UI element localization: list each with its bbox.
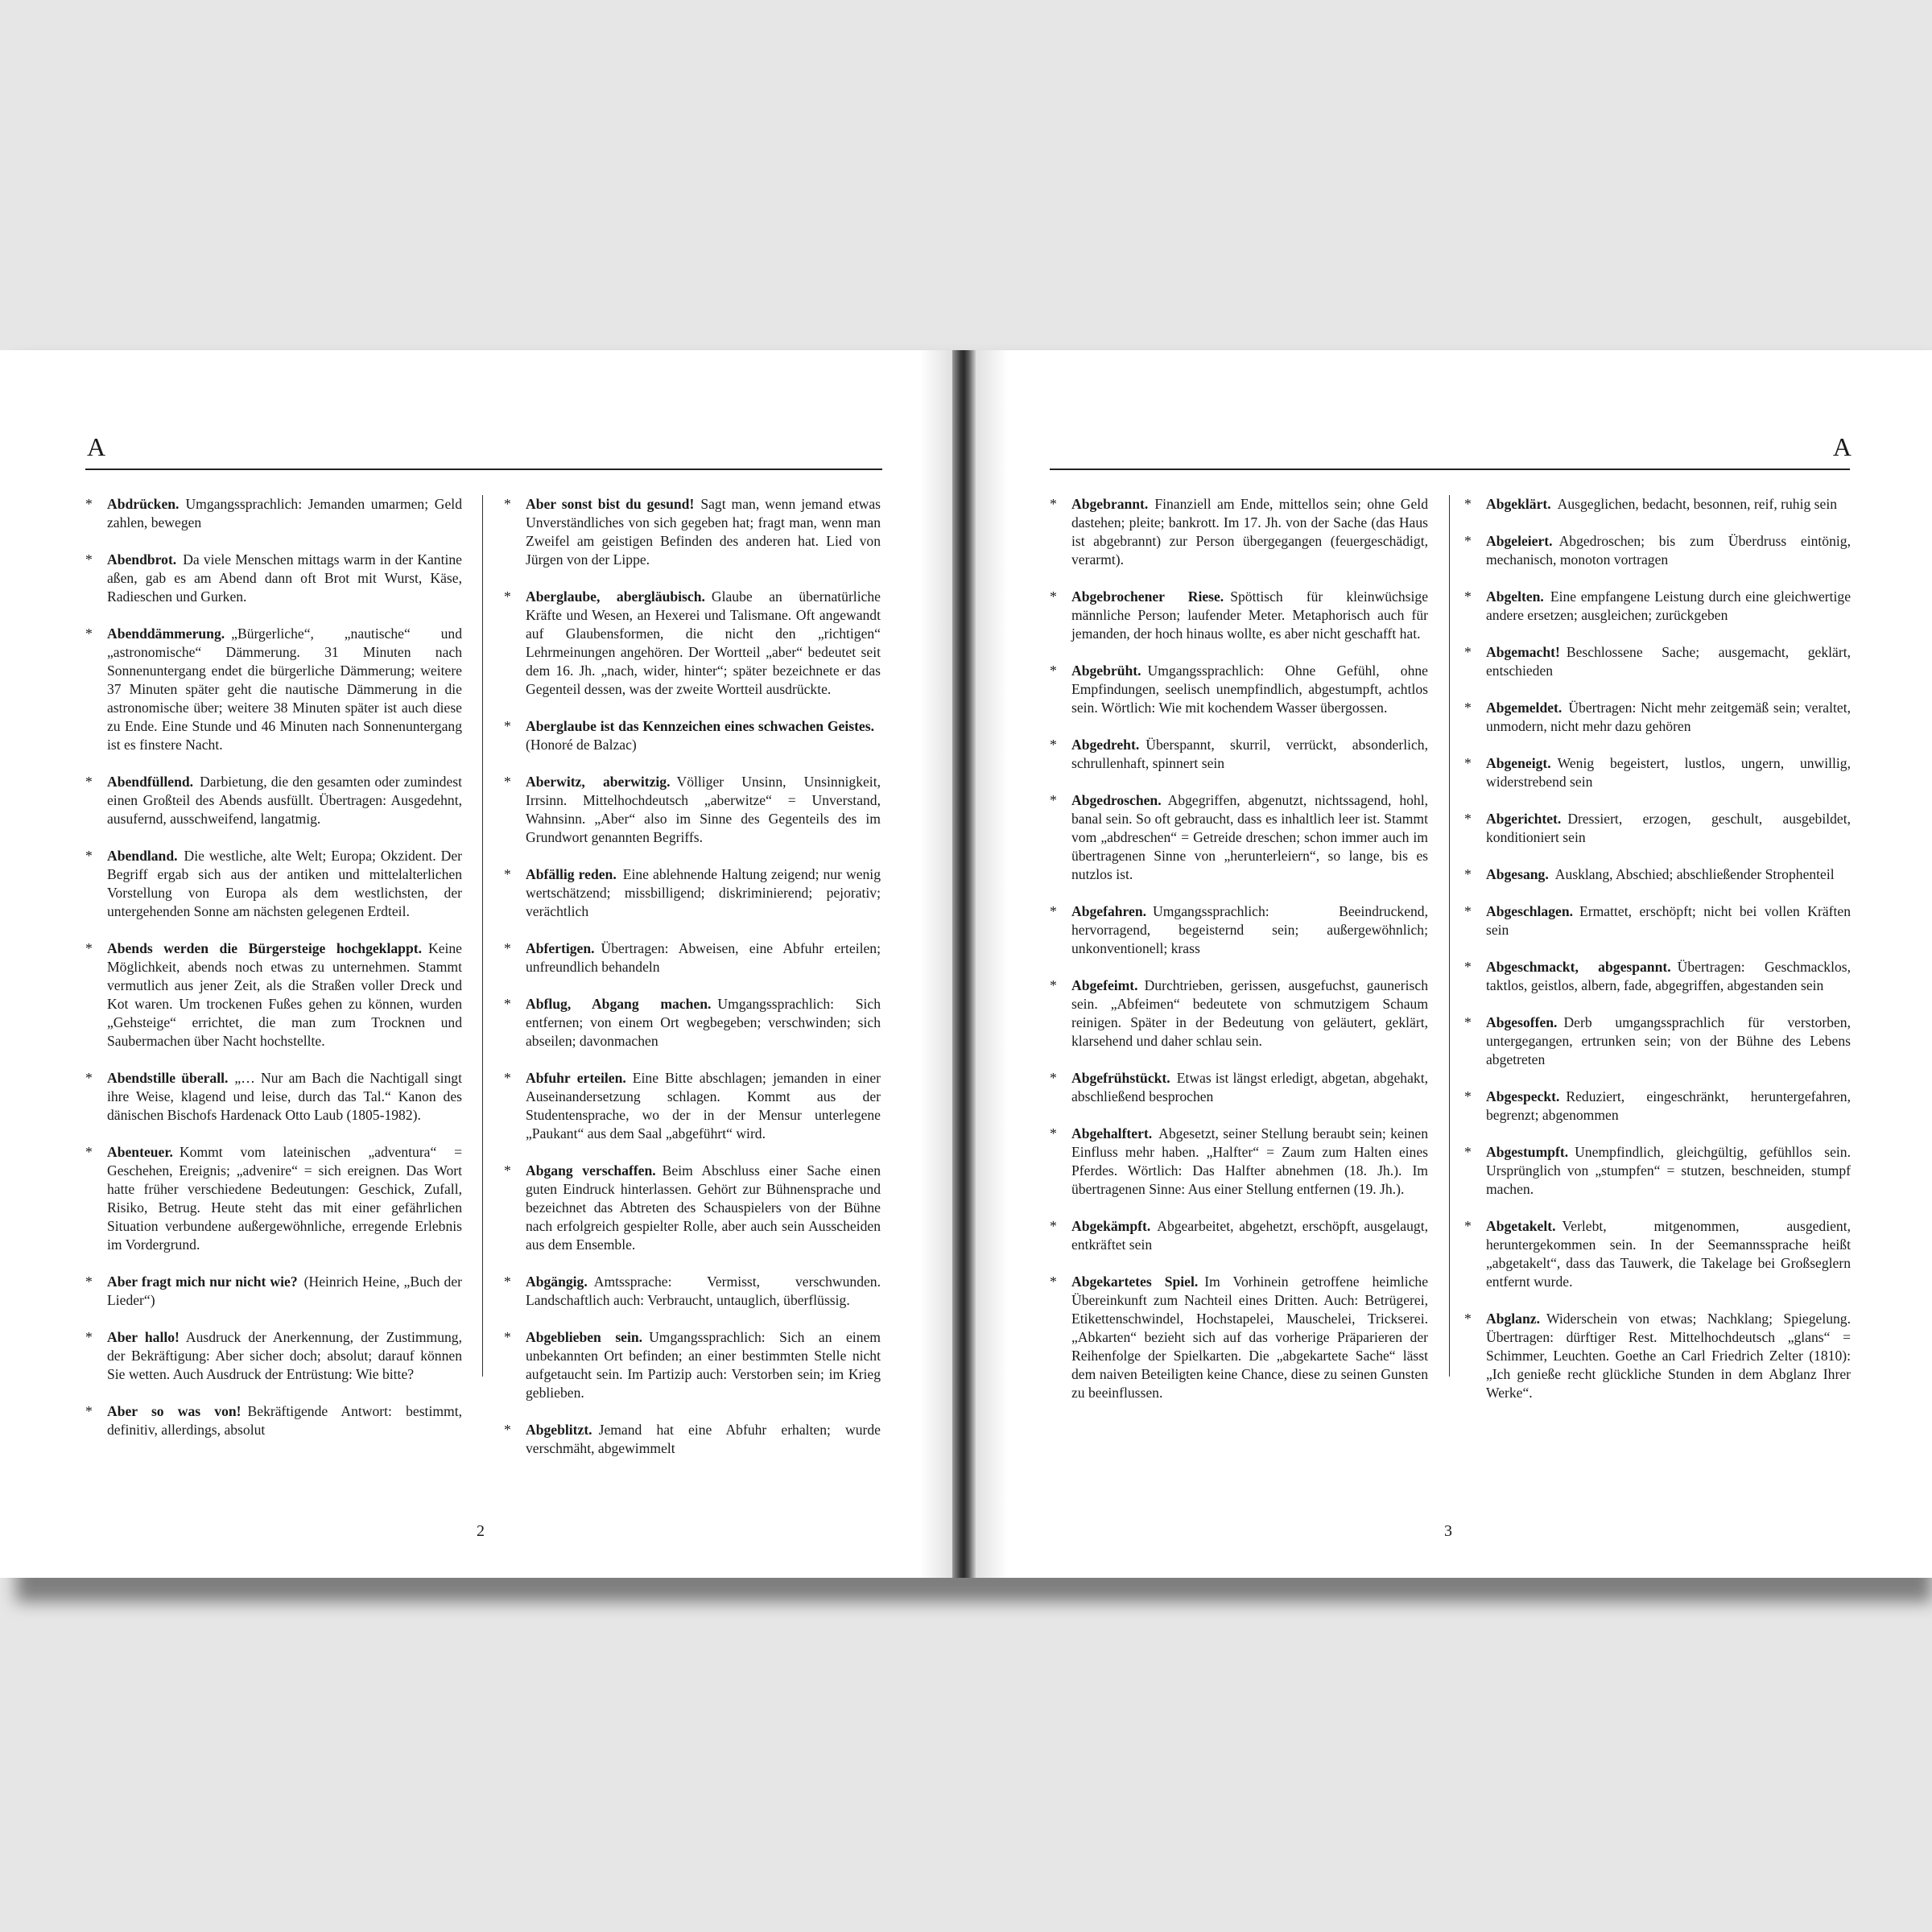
bullet-asterisk: *: [1050, 1218, 1057, 1234]
bullet-asterisk: *: [504, 588, 511, 605]
bullet-asterisk: *: [504, 1070, 511, 1086]
bullet-asterisk: *: [1050, 977, 1057, 993]
entry-definition: Übertragen: Geschmacklos, taktlos, geistlos, albern, fade, abgegriffen, abgestanden sein: [1486, 959, 1851, 993]
entry-term: Abgekämpft.: [1071, 1218, 1151, 1234]
entry-term: Abgesoffen.: [1486, 1014, 1558, 1030]
bullet-asterisk: *: [1050, 903, 1057, 919]
entry-definition: Übertragen: Abweisen, eine Abfuhr erteilen; unfreundlich behandeln: [526, 940, 881, 975]
dictionary-entry: [504, 995, 881, 1051]
entry-definition: Umgangssprachlich: Jemanden umarmen; Geld zahlen, bewegen: [107, 496, 462, 530]
right-page: [976, 350, 1932, 1578]
bullet-asterisk: *: [1050, 737, 1057, 753]
entry-term: Abgehalftert.: [1071, 1125, 1153, 1141]
dictionary-entry: [504, 1069, 881, 1143]
gutter-shading: [976, 350, 1008, 1578]
entry-definition: Spöttisch für kleinwüchsige männliche Person; laufender Meter. Metaphorisch auch für jemanden, der hoch hinaus wollte, es aber nicht geschafft hat.: [1071, 588, 1429, 642]
entry-definition: Wenig begeistert, lustlos, ungern, unwillig, widerstrebend sein: [1486, 755, 1851, 790]
entry-term: Abgängig.: [526, 1274, 588, 1290]
dictionary-entry: [1050, 588, 1428, 643]
entry-term: Abgeklärt.: [1486, 496, 1551, 512]
entry-definition: Umgangssprachlich: Sich an einem unbekannten Ort befinden; an einer bestimmten Stelle nicht aufgetaucht sein. Im Partizip auch: Verstorben sein; im Krieg geblieben.: [526, 1329, 881, 1401]
entry-definition: „… Nur am Bach die Nachtigall singt ihre Weise, klagend und leise, durch das Tal.“ Kanon des dänischen Bischofs Hardenack Otto Laub (1805-1982).: [107, 1070, 462, 1123]
bullet-asterisk: *: [1464, 1088, 1472, 1104]
dictionary-entry: [1464, 495, 1851, 514]
dictionary-entry: [85, 1402, 462, 1439]
column-1: [1050, 495, 1428, 1421]
dictionary-entry: [85, 847, 462, 921]
entry-definition: Keine Möglichkeit, abends noch etwas zu unternehmen. Stammt vermutlich aus jener Zeit, als die Straßen voller Dreck und Kot waren. Um trockenen Fußes gehen zu können, wurden „Gehsteige“ errichtet, die man zum Trocknen und Saubermachen über Nacht hochstellte.: [107, 940, 462, 1049]
bullet-asterisk: *: [1464, 755, 1472, 771]
entry-definition: Ausgeglichen, bedacht, besonnen, reif, ruhig sein: [1557, 496, 1838, 512]
entry-definition: Sagt man, wenn jemand etwas Unverständliches von sich gegeben hat; fragt man, wenn man Zweifel am geistigen Befinden des anderen hat. Lied von Jürgen von der Lippe.: [526, 496, 881, 568]
dictionary-entry: [1464, 810, 1851, 847]
entry-definition: Ausklang, Abschied; abschließender Strophenteil: [1554, 866, 1835, 882]
entry-term: Abglanz.: [1486, 1311, 1540, 1327]
dictionary-entry: [504, 588, 881, 699]
entry-term: Abgefrühstückt.: [1071, 1070, 1170, 1086]
entry-definition: Ausdruck der Anerkennung, der Zustimmung, der Bekräftigung: Aber sicher doch; absolut; darauf können Sie wetten. Auch Ausdruck der Entrüstung: Wie bitte?: [107, 1329, 462, 1382]
entry-term: Abenddämmerung.: [107, 625, 225, 642]
dictionary-entry: [504, 1421, 881, 1458]
entry-term: Abenteuer.: [107, 1144, 173, 1160]
dictionary-entry: [85, 625, 462, 754]
entry-term: Abgefeimt.: [1071, 977, 1138, 993]
entry-definition: Abgedroschen; bis zum Überdruss eintönig, mechanisch, monoton vortragen: [1486, 533, 1851, 568]
column-divider: [482, 495, 483, 1377]
dictionary-entry: [504, 865, 881, 921]
entry-definition: Jemand hat eine Abfuhr erhalten; wurde verschmäht, abgewimmelt: [526, 1422, 881, 1456]
entry-definition: Unempfindlich, gleichgültig, gefühllos sein. Ursprünglich von „stumpfen“ = stutzen, beschneiden, stumpf machen.: [1486, 1144, 1851, 1197]
bullet-asterisk: *: [85, 625, 93, 642]
entry-definition: Eine ablehnende Haltung zeigend; nur wenig wertschätzend; missbilligend; diskriminierend; pejorativ; verächtlich: [526, 866, 881, 919]
bullet-asterisk: *: [504, 718, 511, 734]
dictionary-entry: [1050, 1125, 1428, 1199]
entry-definition: Abgesetzt, seiner Stellung beraubt sein; keinen Einfluss mehr haben. „Halfter“ = Zaum zum Halten eines Pferdes. Wörtlich: Das Halfter abnehmen (18. Jh.). Im übertragenen Sinne: Aus einer Stellung entfernen (19. Jh.).: [1071, 1125, 1428, 1197]
bullet-asterisk: *: [504, 1422, 511, 1438]
entry-term: Abdrücken.: [107, 496, 180, 512]
bullet-asterisk: *: [1050, 588, 1057, 605]
bullet-asterisk: *: [85, 1070, 93, 1086]
entry-term: Aberglaube, abergläubisch.: [526, 588, 705, 605]
dictionary-entry: [1464, 588, 1851, 625]
entry-term: Abends werden die Bürgersteige hochgeklappt.: [107, 940, 422, 956]
entry-term: Abgeneigt.: [1486, 755, 1551, 771]
bullet-asterisk: *: [85, 1403, 93, 1419]
bullet-asterisk: *: [1050, 496, 1057, 512]
bullet-asterisk: *: [85, 848, 93, 864]
bullet-asterisk: *: [1050, 1070, 1057, 1086]
running-head-letter: A: [87, 432, 106, 461]
bullet-asterisk: *: [1464, 811, 1472, 827]
dictionary-entry: [1050, 662, 1428, 717]
dictionary-entry: [85, 551, 462, 606]
entry-term: Abgeleiert.: [1486, 533, 1553, 549]
bullet-asterisk: *: [1464, 1311, 1472, 1327]
dictionary-entry: [1050, 736, 1428, 773]
entry-term: Abgebrüht.: [1071, 663, 1141, 679]
entry-term: Abgeschlagen.: [1486, 903, 1574, 919]
bullet-asterisk: *: [1464, 1144, 1472, 1160]
header-rule: [1050, 469, 1850, 470]
dictionary-entry: [1464, 902, 1851, 939]
dictionary-entry: [1050, 1217, 1428, 1254]
entry-definition: Eine Bitte abschlagen; jemanden in einer Auseinandersetzung schlagen. Kommt aus der Studentensprache, wo der in der Mensur unterlegene „Paukant“ aus dem Saal „abgeführt“ wird.: [526, 1070, 881, 1141]
bullet-asterisk: *: [1464, 866, 1472, 882]
bullet-asterisk: *: [1464, 1218, 1472, 1234]
book-gutter: [952, 350, 976, 1578]
dictionary-entry: [1464, 532, 1851, 569]
dictionary-entry: [1464, 1143, 1851, 1199]
bullet-asterisk: *: [1050, 1274, 1057, 1290]
entry-term: Abgeblitzt.: [526, 1422, 592, 1438]
bullet-asterisk: *: [1464, 644, 1472, 660]
entry-term: Aber sonst bist du gesund!: [526, 496, 695, 512]
entry-term: Abgang verschaffen.: [526, 1162, 656, 1179]
entry-definition: Ermattet, erschöpft; nicht bei vollen Kräften sein: [1486, 903, 1851, 938]
header-rule: [85, 469, 882, 470]
column-2: [504, 495, 881, 1476]
entry-term: Aberglaube ist das Kennzeichen eines schwachen Geistes.: [526, 718, 874, 734]
dictionary-entry: [1050, 791, 1428, 884]
entry-term: Abgesang.: [1486, 866, 1549, 882]
bullet-asterisk: *: [1050, 792, 1057, 808]
left-page: [0, 350, 952, 1578]
entry-term: Abendland.: [107, 848, 178, 864]
dictionary-entry: [85, 1143, 462, 1254]
dictionary-entry: [1464, 865, 1851, 884]
entry-definition: Amtssprache: Vermisst, verschwunden. Landschaftlich auch: Verbraucht, untauglich, überflüssig.: [526, 1274, 881, 1308]
bullet-asterisk: *: [504, 996, 511, 1012]
entry-term: Abgefahren.: [1071, 903, 1147, 919]
gutter-shading: [920, 350, 952, 1578]
dictionary-entry: [504, 773, 881, 847]
page-number: 2: [477, 1522, 485, 1540]
entry-term: Abfuhr erteilen.: [526, 1070, 626, 1086]
entry-term: Abgerichtet.: [1486, 811, 1562, 827]
dictionary-entry: [504, 495, 881, 569]
entry-definition: Reduziert, eingeschränkt, heruntergefahren, begrenzt; abgenommen: [1486, 1088, 1851, 1123]
dictionary-entry: [85, 1069, 462, 1125]
dictionary-entry: [504, 939, 881, 976]
entry-definition: Im Vorhinein getroffene heimliche Übereinkunft zum Nachteil eines Dritten. Auch: Betrügerei, Etikettenschwindel, Hochstapelei, Mauschelei, Trickserei. „Abkarten“ bezieht sich auf das vorherige Präparieren der Reihenfolge der Spielkarten. Die „abgekartete Sache“ lässt dem naiven Beteiligten keine Chance, diese zu seinen Gunsten zu beeinflussen.: [1071, 1274, 1428, 1401]
dictionary-entry: [85, 495, 462, 532]
bullet-asterisk: *: [85, 1329, 93, 1345]
entry-definition: Die westliche, alte Welt; Europa; Okzident. Der Begriff ergab sich aus der antiken und mittelalterlichen Vorstellung von Europa als dem westlichsten, der untergehenden Sonne am nächsten gelegenen Erdteil.: [107, 848, 462, 919]
bullet-asterisk: *: [504, 1329, 511, 1345]
entry-definition: Widerschein von etwas; Nachklang; Spiegelung. Übertragen: dürftiger Rest. Mittelhochdeutsch „glans“ = Schimmer, Leuchten. Goethe an Carl Friedrich Zelter (1810): „Ich genieße recht glückliche Stunden in dem Abglanz Ihrer Werke“.: [1486, 1311, 1851, 1401]
bullet-asterisk: *: [1464, 1014, 1472, 1030]
page-number: 3: [1444, 1522, 1452, 1540]
entry-definition: Glaube an übernatürliche Kräfte und Wesen, an Hexerei und Talismane. Oft angewandt auf Glaubensformen, die nicht den „richtigen“ Lehrmeinungen angehören. Der Wortteil „aber“ bedeutet seit dem 16. Jh. „nach, wider, hinter“; später bezeichnete er das Gegenteil dessen, was der zweite Wortteil ausdrückte.: [526, 588, 881, 697]
entry-definition: Überspannt, skurril, verrückt, absonderlich, schrullenhaft, spinnert sein: [1071, 737, 1428, 771]
dictionary-entry: [85, 1273, 462, 1310]
entry-definition: (Honoré de Balzac): [526, 737, 637, 753]
entry-term: Abgebrannt.: [1071, 496, 1149, 512]
dictionary-entry: [504, 717, 881, 754]
entry-definition: Abgearbeitet, abgehetzt, erschöpft, ausgelaugt, entkräftet sein: [1071, 1218, 1428, 1253]
bullet-asterisk: *: [1464, 959, 1472, 975]
dictionary-entry: [1464, 1013, 1851, 1069]
column-divider: [1449, 495, 1450, 1377]
entry-definition: Dressiert, erzogen, geschult, ausgebildet, konditioniert sein: [1486, 811, 1851, 845]
entry-term: Abgelten.: [1486, 588, 1544, 605]
entry-definition: Beim Abschluss einer Sache einen guten Eindruck hinterlassen. Gehört zur Bühnensprache und bezeichnet das Abtreten des Schauspielers von der Bühne nach erfolgreich gespielter Rolle, aber auch sein Ausscheiden aus dem Ensemble.: [526, 1162, 881, 1253]
entry-term: Aber fragt mich nur nicht wie?: [107, 1274, 298, 1290]
entry-definition: Völliger Unsinn, Unsinnigkeit, Irrsinn. Mittelhochdeutsch „aberwitze“ = Unverstand, Wahnsinn. „Aber“ also im Sinne des Gegenteils des im Grundwort genannten Begriffs.: [526, 774, 881, 845]
bullet-asterisk: *: [85, 1144, 93, 1160]
dictionary-entry: [1464, 1217, 1851, 1291]
bullet-asterisk: *: [85, 774, 93, 790]
entry-definition: Da viele Menschen mittags warm in der Kantine aßen, gab es am Abend dann oft Brot mit Wurst, Käse, Radieschen und Gurken.: [107, 551, 462, 605]
dictionary-entry: [504, 1162, 881, 1254]
entry-term: Abgedroschen.: [1071, 792, 1162, 808]
dictionary-entry: [1464, 699, 1851, 736]
entry-definition: Umgangssprachlich: Ohne Gefühl, ohne Empfindungen, seelisch unempfindlich, abgestumpft, achtlos sein. Wörtlich: Wie mit kochendem Wasser übergossen.: [1071, 663, 1428, 716]
entry-definition: Übertragen: Nicht mehr zeitgemäß sein; veraltet, unmodern, nicht mehr dazu gehören: [1486, 700, 1851, 734]
bullet-asterisk: *: [504, 774, 511, 790]
column-1: [85, 495, 462, 1458]
entry-term: Abgestumpft.: [1486, 1144, 1569, 1160]
entry-definition: Etwas ist längst erledigt, abgetan, abgehakt, abschließend besprochen: [1071, 1070, 1428, 1104]
running-head-letter: A: [1832, 432, 1852, 461]
bullet-asterisk: *: [85, 940, 93, 956]
bullet-asterisk: *: [1464, 903, 1472, 919]
entry-definition: Durchtrieben, gerissen, ausgefuchst, gaunerisch sein. „Abfeimen“ bedeutete von schmutzigem Schaum reinigen. Später in der Bedeutung von geläutert, geklärt, klarsehend und daher schlau sein.: [1071, 977, 1428, 1049]
entry-definition: Darbietung, die den gesamten oder zumindest einen Großteil des Abends ausfüllt. Übertragen: Ausgedehnt, ausufernd, ausschweifend, langatmig.: [107, 774, 462, 827]
dictionary-entry: [1464, 1310, 1851, 1402]
entry-definition: Finanziell am Ende, mittellos sein; ohne Geld dastehen; pleite; bankrott. Im 17. Jh. von der Sache (das Haus ist abgebrannt) zur Person übergegangen (feuergeschädigt, verarmt).: [1071, 496, 1428, 568]
dictionary-entry: [1464, 958, 1851, 995]
dictionary-entry: [504, 1328, 881, 1402]
bullet-asterisk: *: [1050, 1125, 1057, 1141]
entry-term: Abendbrot.: [107, 551, 177, 568]
bullet-asterisk: *: [1464, 496, 1472, 512]
bullet-asterisk: *: [1464, 533, 1472, 549]
entry-term: Abflug, Abgang machen.: [526, 996, 712, 1012]
column-2: [1464, 495, 1851, 1421]
entry-term: Abgespeckt.: [1486, 1088, 1560, 1104]
entry-term: Abgemeldet.: [1486, 700, 1563, 716]
entry-term: Aber so was von!: [107, 1403, 242, 1419]
entry-term: Abgemacht!: [1486, 644, 1560, 660]
bullet-asterisk: *: [85, 496, 93, 512]
entry-definition: Eine empfangene Leistung durch eine gleichwertige andere ersetzen; ausgleichen; zurückgeben: [1486, 588, 1851, 623]
entry-term: Abgebrochener Riese.: [1071, 588, 1224, 605]
dictionary-entry: [504, 1273, 881, 1310]
entry-definition: (Heinrich Heine, „Buch der Lieder“): [107, 1274, 462, 1308]
dictionary-entry: [85, 773, 462, 828]
entry-definition: Verlebt, mitgenommen, ausgedient, heruntergekommen sein. In der Seemannssprache heißt „abgetakelt“, dass das Tauwerk, die Takelage bei Großseglern entfernt wurde.: [1486, 1218, 1851, 1290]
bullet-asterisk: *: [1464, 588, 1472, 605]
dictionary-entry: [1464, 1088, 1851, 1125]
dictionary-entry: [1050, 495, 1428, 569]
dictionary-entry: [1050, 1273, 1428, 1402]
bullet-asterisk: *: [85, 551, 93, 568]
entry-definition: Beschlossene Sache; ausgemacht, geklärt, entschieden: [1486, 644, 1851, 679]
entry-term: Abendstille überall.: [107, 1070, 229, 1086]
bullet-asterisk: *: [504, 1274, 511, 1290]
entry-term: Abgeblieben sein.: [526, 1329, 643, 1345]
entry-term: Abgeschmackt, abgespannt.: [1486, 959, 1671, 975]
dictionary-entry: [1464, 643, 1851, 680]
entry-definition: Derb umgangssprachlich für verstorben, untergegangen, ertrunken sein; von der Bühne des Lebens abgetreten: [1486, 1014, 1851, 1067]
entry-definition: Kommt vom lateinischen „adventura“ = Geschehen, Ereignis; „advenire“ = sich ereignen. Das Wort hatte früher verschiedene Bedeutungen: Geschick, Zufall, Risiko, Betrug. Heute steht das mit einer gefährlichen Situation verbundene außergewöhnliche, erregende Erlebnis im Vordergrund.: [107, 1144, 462, 1253]
entry-term: Abgekartetes Spiel.: [1071, 1274, 1199, 1290]
entry-term: Abgedreht.: [1071, 737, 1140, 753]
bullet-asterisk: *: [504, 496, 511, 512]
entry-term: Abgetakelt.: [1486, 1218, 1556, 1234]
entry-definition: Bekräftigende Antwort: bestimmt, definitiv, allerdings, absolut: [107, 1403, 462, 1438]
bullet-asterisk: *: [504, 940, 511, 956]
bullet-asterisk: *: [1050, 663, 1057, 679]
bullet-asterisk: *: [504, 1162, 511, 1179]
dictionary-entry: [1050, 1069, 1428, 1106]
entry-definition: Umgangssprachlich: Sich entfernen; von einem Ort wegbegeben; verschwinden; sich abseilen; davonmachen: [526, 996, 881, 1049]
bullet-asterisk: *: [85, 1274, 93, 1290]
dictionary-entry: [1050, 976, 1428, 1051]
entry-term: Abfertigen.: [526, 940, 595, 956]
dictionary-entry: [1464, 754, 1851, 791]
entry-term: Aber hallo!: [107, 1329, 180, 1345]
dictionary-entry: [1050, 902, 1428, 958]
dictionary-entry: [85, 939, 462, 1051]
entry-term: Aberwitz, aberwitzig.: [526, 774, 671, 790]
entry-definition: Abgegriffen, abgenutzt, nichtssagend, hohl, banal sein. So oft gebraucht, dass es inhaltlich leer ist. Stammt vom „abdreschen“ = Getreide dreschen; schon immer auch im übertragenen Sinne von „herunterleiern“, so lange, bis es nutzlos ist.: [1071, 792, 1428, 882]
dictionary-entry: [85, 1328, 462, 1384]
bullet-asterisk: *: [1464, 700, 1472, 716]
bullet-asterisk: *: [504, 866, 511, 882]
entry-term: Abfällig reden.: [526, 866, 617, 882]
entry-definition: „Bürgerliche“, „nautische“ und „astronomische“ Dämmerung. 31 Minuten nach Sonnenuntergang endet die bürgerliche Dämmerung; weitere 37 Minuten später geht die nautische Dämmerung in die astronomische über; weitere 38 Minuten später ist auch diese zu Ende. Eine Stunde und 46 Minuten nach Sonnenuntergang ist es finstere Nacht.: [107, 625, 462, 753]
entry-term: Abendfüllend.: [107, 774, 194, 790]
entry-definition: Umgangssprachlich: Beeindruckend, hervorragend, begeisternd sein; außergewöhnlich; unkonventionell; krass: [1071, 903, 1428, 956]
